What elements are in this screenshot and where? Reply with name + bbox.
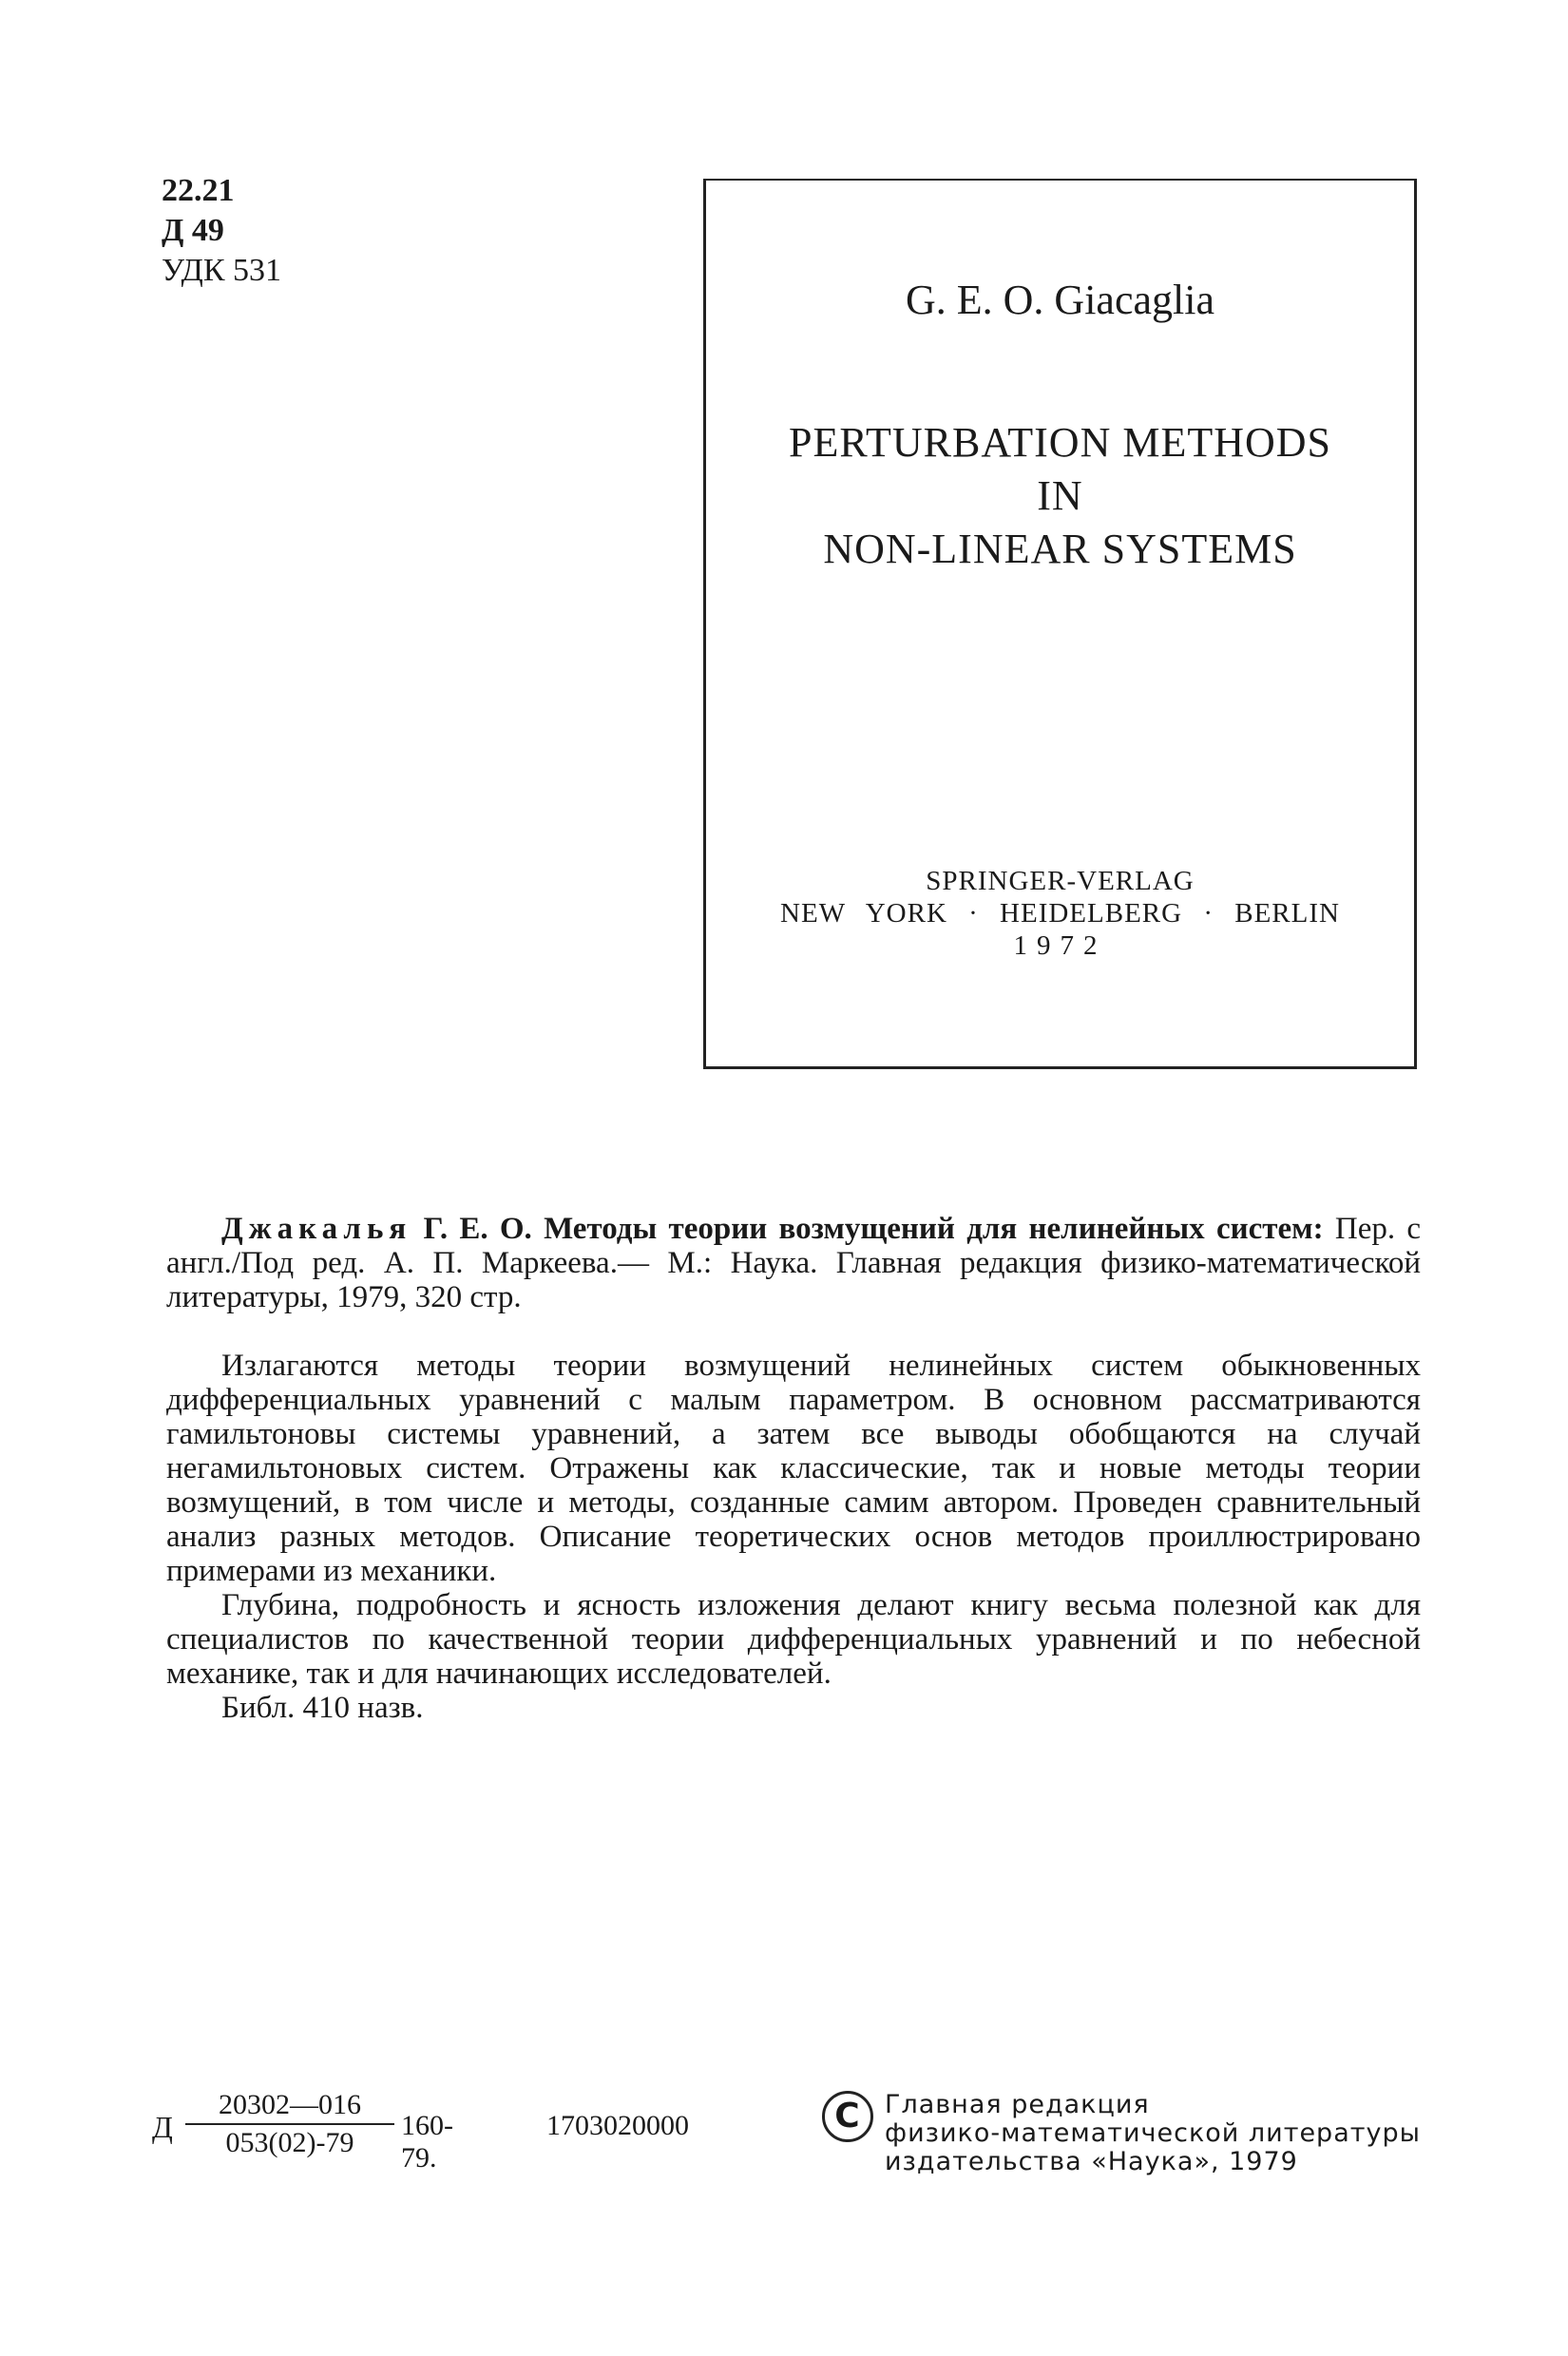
original-publisher (706, 865, 1414, 962)
bibliographic-record (166, 1212, 1421, 1314)
publisher-cities: NEW YORK · HEIDELBERG · BERLIN (780, 898, 1340, 929)
title-line: PERTURBATION METHODS (788, 419, 1332, 466)
publisher-year: 1972 (1013, 930, 1107, 961)
publication-details: Пер. с англ./Под ред. А. П. Маркеева.— М.: Наука. Главная редакция физико-математической литературы, 1979, 320 стр. (166, 1212, 1422, 1314)
copyright-line: издательства «Наука», 1979 (885, 2147, 1298, 2176)
publisher-name: SPRINGER-VERLAG (926, 866, 1195, 896)
imprint-denominator: 053(02)-79 (225, 2127, 354, 2158)
imprint-letter: Д (152, 2110, 173, 2144)
abstract-paragraph: Излагаются методы теории возмущений нелинейных систем обыкновенных дифференциальных уравнений с малым параметром. В основном рассматриваются гамильтоновы системы уравнений, а затем все выводы обобщаются на случай негамильтоновых систем. Отражены как классические, так и новые методы теории возмущений, в том числе и методы, созданные самим автором. Проведен сравнительный анализ разных методов. Описание теоретических основ методов проиллюстрировано примерами из механики. (166, 1349, 1421, 1588)
imprint-fraction (185, 2089, 394, 2159)
author-name: Джакалья (221, 1212, 412, 1246)
bibliographic-description (166, 1212, 1421, 1725)
original-title (706, 416, 1414, 576)
udc-index: УДК 531 (162, 253, 282, 288)
original-author: G. E. O. Giacaglia (906, 277, 1214, 323)
original-title-box (703, 179, 1417, 1069)
author-initials: Г. Е. О. (423, 1212, 532, 1246)
copyright-line: физико-математической литературы (885, 2118, 1421, 2148)
abstract-paragraph: Глубина, подробность и ясность изложения делают книгу весьма полезной как для специалистов по качественной теории дифференциальных уравнений и по небесной механике, так и для начинающих исследователей. (166, 1588, 1421, 1691)
classification-block (162, 171, 281, 291)
title-line: NON-LINEAR SYSTEMS (823, 526, 1297, 572)
book-code: 1703020000 (546, 2110, 689, 2141)
copyright-line: Главная редакция (885, 2090, 1150, 2119)
copyright-text (885, 2091, 1421, 2176)
copyright-icon: C (822, 2091, 873, 2142)
bbk-index: 22.21 (162, 173, 235, 208)
title-line: IN (1037, 472, 1083, 519)
imprint-numerator: 20302—016 (185, 2089, 394, 2125)
price-code: 160-79. (401, 2110, 453, 2174)
bibliography-count: Библ. 410 назв. (221, 1691, 424, 1725)
author-mark: Д 49 (162, 213, 224, 248)
book-title: Методы теории возмущений для нелинейных систем: (544, 1212, 1324, 1246)
